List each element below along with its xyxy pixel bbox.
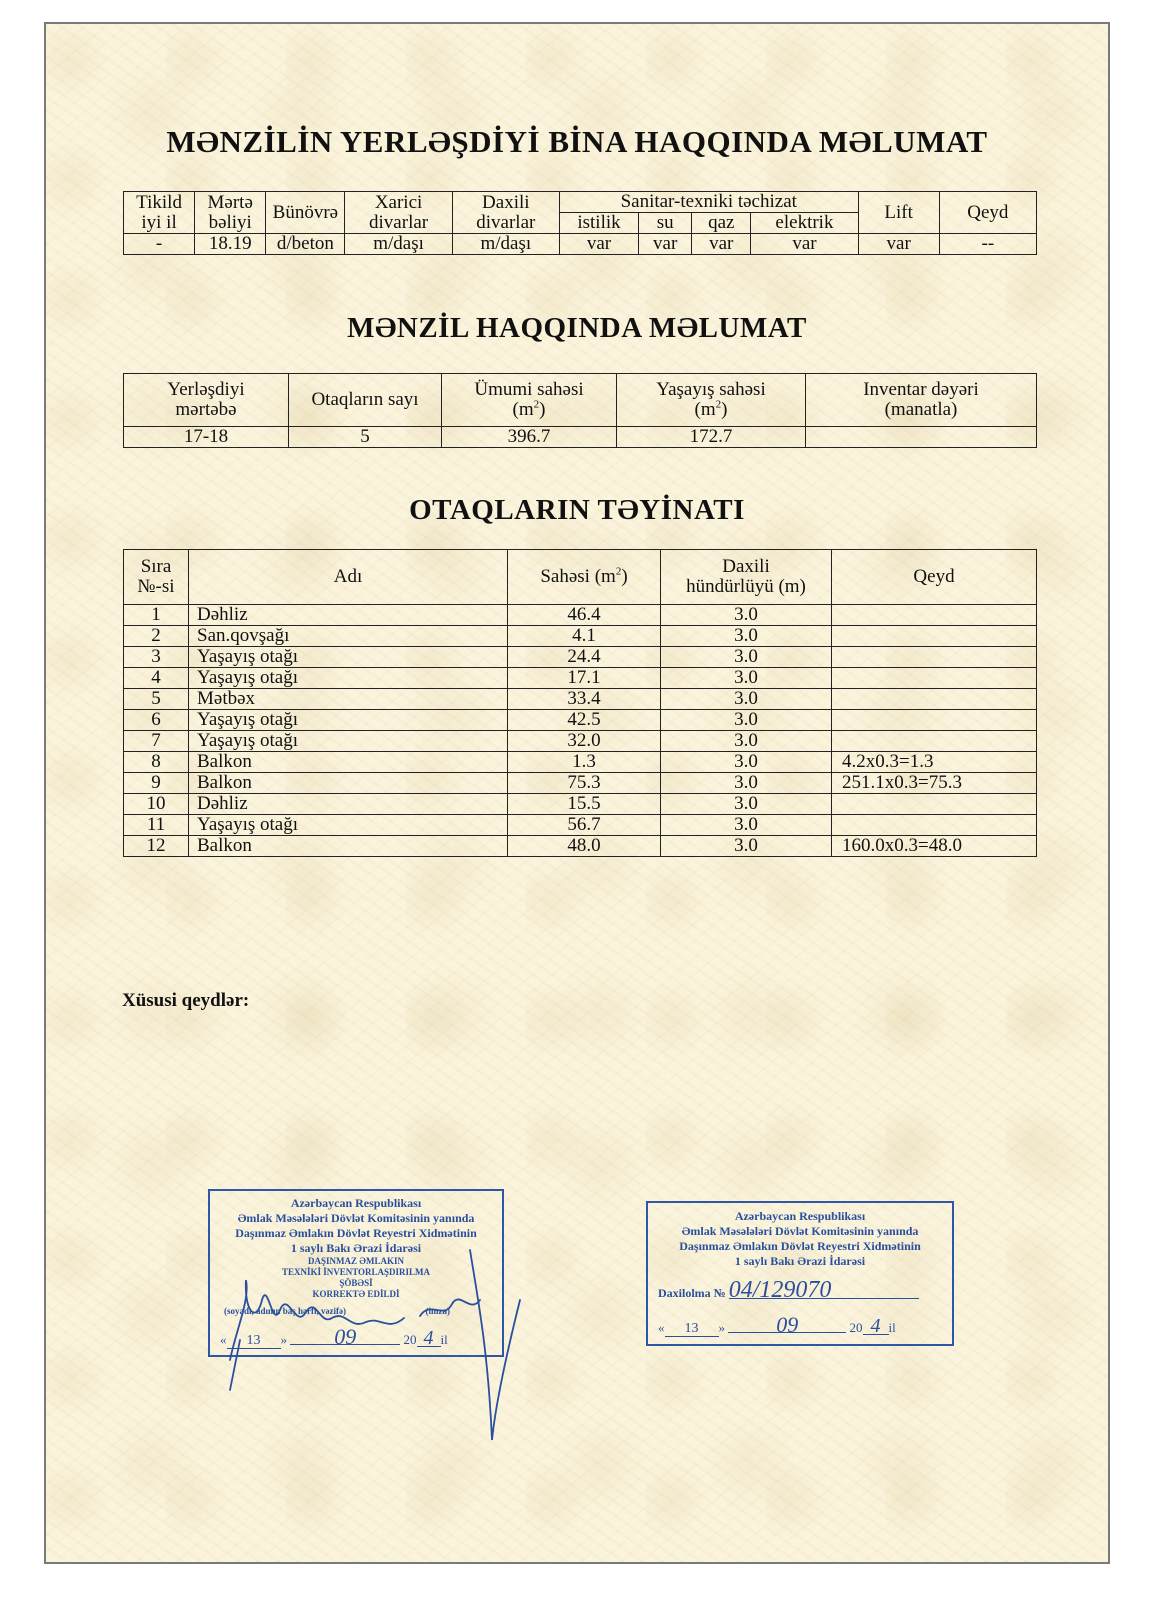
cell-name: San.qovşağı [189, 626, 508, 647]
stamp-left-line10: (imza) [425, 1306, 450, 1316]
stamp-left-month: 09 [290, 1329, 400, 1345]
stamp-left-line2: Əmlak Məsələləri Dövlət Komitəsinin yanında [237, 1211, 475, 1225]
cell-height: 3.0 [661, 794, 832, 815]
h-inventar: Inventar dəyəri [863, 379, 979, 400]
cell-daxili: m/daşı [452, 234, 559, 255]
cell-note [832, 815, 1037, 836]
cell-no: 2 [124, 626, 189, 647]
h-bunovre: Bünövrə [266, 192, 345, 234]
rooms-title: OTAQLARIN TƏYİNATI [409, 494, 745, 526]
cell-height: 3.0 [661, 731, 832, 752]
cell-xarici: m/daşı [345, 234, 452, 255]
building-info-table [123, 191, 1037, 255]
stamp-left: Azərbaycan Respublikası Əmlak Məsələləri Dövlət Komitəsinin yanında Daşınmaz Əmlakın Dövlət Reyestri Xidmətinin 1 saylı Bakı Ərazi İdarəsi DAŞINMAZ ƏMLAKIN TEXNİKİ İNVENTORLAŞDIRILMA ŞÖBƏSİ KORREKTƏ EDİLDİ (soyadı, adının baş hərfi, vəzifə) (imza) « 13 » 09 20 4 il [208, 1189, 504, 1357]
h-xarici-2: divarlar [369, 211, 429, 233]
cell-otaqlar: 5 [289, 427, 442, 448]
cell-height: 3.0 [661, 668, 832, 689]
cell-height: 3.0 [661, 752, 832, 773]
h-umumi-unit: m [518, 399, 534, 420]
h-yasayis: Yaşayış sahəsi [656, 379, 766, 400]
cell-area: 17.1 [508, 668, 661, 689]
special-notes-label: Xüsusi qeydlər: [122, 990, 250, 1011]
h-tikildiyi-2: iyi il [141, 211, 177, 233]
stamp-right-line3: Daşınmaz Əmlakın Dövlət Reyestri Xidmətinin [679, 1239, 921, 1253]
table-row [124, 605, 1037, 626]
document-sheet [44, 22, 1110, 1564]
stamp-right-month: 09 [728, 1317, 846, 1333]
cell-elektrik: var [751, 234, 858, 255]
stamp-left-line8: KORREKTƏ EDİLDİ [312, 1289, 400, 1299]
table-row [124, 752, 1037, 773]
stamp-left-suffix: il [440, 1332, 448, 1347]
cell-area: 46.4 [508, 605, 661, 626]
cell-note [832, 626, 1037, 647]
cell-height: 3.0 [661, 773, 832, 794]
cell-yerlesdiyi: 17-18 [124, 427, 289, 448]
h-daxili: Daxili [482, 191, 530, 213]
cell-no: 8 [124, 752, 189, 773]
stamp-left-line3: Daşınmaz Əmlakın Dövlət Reyestri Xidmətinin [235, 1226, 477, 1240]
table-row [124, 836, 1037, 857]
table-row [124, 668, 1037, 689]
cell-height: 3.0 [661, 710, 832, 731]
cell-note [832, 647, 1037, 668]
stamp-left-line9: (soyadı, adının baş hərfi, vəzifə) [224, 1306, 347, 1316]
cell-area: 15.5 [508, 794, 661, 815]
cell-area: 33.4 [508, 689, 661, 710]
cell-height: 3.0 [661, 815, 832, 836]
stamp-right-day: 13 [665, 1321, 719, 1337]
cell-name: Yaşayış otağı [189, 668, 508, 689]
stamp-right-reg-label: Daxilolma № [658, 1286, 726, 1300]
cell-no: 7 [124, 731, 189, 752]
cell-height: 3.0 [661, 689, 832, 710]
cell-no: 11 [124, 815, 189, 836]
cell-note [832, 668, 1037, 689]
stamp-left-line5: DAŞINMAZ ƏMLAKIN [308, 1256, 404, 1266]
stamp-right-line1: Azərbaycan Respublikası [734, 1209, 866, 1223]
cell-area: 24.4 [508, 647, 661, 668]
cell-name: Dəhliz [189, 605, 508, 626]
cell-note: 160.0x0.3=48.0 [832, 836, 1037, 857]
cell-istilik: var [559, 234, 638, 255]
table-row [124, 710, 1037, 731]
table-row [124, 647, 1037, 668]
cell-note [832, 794, 1037, 815]
cell-lift: var [858, 234, 939, 255]
table-row [124, 626, 1037, 647]
h-su: su [639, 213, 692, 234]
stamp-right: Azərbaycan Respublikası Əmlak Məsələləri Dövlət Komitəsinin yanında Daşınmaz Əmlakın Dövlət Reyestri Xidmətinin 1 saylı Bakı Ərazi İdarəsi Daxilolma № 04/129070 « 13 » 09 20 4 il [646, 1201, 954, 1346]
cell-name: Balkon [189, 836, 508, 857]
h-lift: Lift [858, 192, 939, 234]
stamp-right-suffix: il [888, 1320, 896, 1335]
stamp-left-line6: TEXNİKİ İNVENTORLAŞDIRILMA [281, 1267, 431, 1277]
h-sira-2: №-si [137, 576, 175, 597]
building-info-title: MƏNZİLİN YERLƏŞDİYİ BİNA HAQQINDA MƏLUMAT [166, 124, 988, 159]
cell-no: 9 [124, 773, 189, 794]
cell-note [832, 605, 1037, 626]
h-yasayis-unit: m [700, 399, 716, 420]
h-qaz: qaz [692, 213, 751, 234]
h-inventar-2: (manatla) [884, 399, 958, 420]
stamp-left-day: 13 [227, 1333, 281, 1349]
table-row [124, 773, 1037, 794]
h-hundurluyu: Daxili [722, 556, 770, 577]
rooms-table: Sıra №-si Adı Sahəsi $(m^2)$ Daxili hündürlüyü (m) Qeyd 1 Dəhliz 46.4 3.0 2 San.qovşağı 4.1 3.0 3 Yaşayış otağı 24.4 3.0 4 Yaşayış otağı 17.1 3.0 5 Mətbəx 33.4 3.0 6 Yaşayış otağı 42.5 3.0 7 Yaşayış otağı 32.0 3.0 8 Balkon 1.3 3.0 4.2x0.3=1.3 9 Balkon 75.3 3.0 251.1x0.3=75.3 10 Dəhliz 15.5 3.0 11 Yaşayış otağı 56.7 3.0 12 Balkon 48.0 3.0 160.0x0.3=48.0 [123, 549, 1037, 857]
h-hundurluyu-2: hündürlüyü (m) [686, 576, 806, 597]
cell-name: Yaşayış otağı [189, 710, 508, 731]
apartment-info-table: Yerləşdiyi mərtəbə Otaqların sayı Ümumi sahəsi $(m^2)$ Yaşayış sahəsi $(m^2)$ Inventar dəyəri (manatla) 17-18 5 396.7 172.7 [123, 373, 1037, 448]
h-sanitar: Sanitar-texniki təchizat [559, 192, 858, 213]
table-row [124, 689, 1037, 710]
stamp-right-line4: 1 saylı Bakı Ərazi İdarəsi [734, 1254, 866, 1268]
h-qeyd: Qeyd [939, 192, 1036, 234]
table-row [124, 815, 1037, 836]
h-otaqlar: Otaqların sayı [289, 374, 442, 427]
cell-su: var [639, 234, 692, 255]
rooms-body [124, 605, 1037, 857]
cell-umumi: 396.7 [442, 427, 617, 448]
h-istilik: istilik [559, 213, 638, 234]
cell-note [832, 731, 1037, 752]
stamp-left-line4: 1 saylı Bakı Ərazi İdarəsi [290, 1241, 422, 1255]
h-elektrik: elektrik [751, 213, 858, 234]
cell-area: 56.7 [508, 815, 661, 836]
stamp-left-line1: Azərbaycan Respublikası [290, 1196, 422, 1210]
cell-no: 3 [124, 647, 189, 668]
h-umumi: Ümumi sahəsi [474, 379, 584, 400]
cell-area: 1.3 [508, 752, 661, 773]
table-row [124, 731, 1037, 752]
apartment-info-title: MƏNZİL HAQQINDA MƏLUMAT [347, 312, 807, 344]
cell-tikildiyi: - [124, 234, 195, 255]
cell-mertebeliyi: 18.19 [195, 234, 266, 255]
h-sahesi: Sahəsi (m [540, 566, 616, 587]
h-tikildiyi: Tikild [136, 191, 182, 213]
cell-area: 42.5 [508, 710, 661, 731]
cell-name: Yaşayış otağı [189, 815, 508, 836]
cell-qeyd: -- [939, 234, 1036, 255]
h-adi: Adı [189, 550, 508, 605]
cell-note: 4.2x0.3=1.3 [832, 752, 1037, 773]
cell-bunovre: d/beton [266, 234, 345, 255]
cell-no: 4 [124, 668, 189, 689]
table-row [124, 234, 1037, 255]
cell-name: Mətbəx [189, 689, 508, 710]
cell-yasayis: 172.7 [617, 427, 806, 448]
cell-inventar [806, 427, 1037, 448]
h-xarici: Xarici [374, 191, 423, 213]
cell-no: 1 [124, 605, 189, 626]
cell-note [832, 689, 1037, 710]
cell-area: 4.1 [508, 626, 661, 647]
h-daxili-2: divarlar [476, 211, 536, 233]
cell-height: 3.0 [661, 647, 832, 668]
cell-note [832, 710, 1037, 731]
stamp-left-line7: ŞÖBƏSİ [339, 1278, 373, 1288]
cell-note: 251.1x0.3=75.3 [832, 773, 1037, 794]
h-mertebeliyi-2: bəliyi [208, 211, 252, 233]
cell-area: 48.0 [508, 836, 661, 857]
cell-height: 3.0 [661, 626, 832, 647]
cell-name: Yaşayış otağı [189, 731, 508, 752]
table-row [124, 427, 1037, 448]
stamp-right-line2: Əmlak Məsələləri Dövlət Komitəsinin yanında [681, 1224, 919, 1238]
stamp-left-year: 4 [417, 1331, 441, 1347]
cell-area: 75.3 [508, 773, 661, 794]
stamp-right-reg-number: 04/129070 [729, 1283, 919, 1299]
cell-no: 6 [124, 710, 189, 731]
h-mertebeliyi: Mərtə [207, 191, 253, 213]
stamp-left-year-prefix: 20 [403, 1332, 417, 1347]
cell-height: 3.0 [661, 605, 832, 626]
cell-area: 32.0 [508, 731, 661, 752]
cell-name: Balkon [189, 773, 508, 794]
cell-no: 10 [124, 794, 189, 815]
h-qeyd-rooms: Qeyd [832, 550, 1037, 605]
stamp-right-year-prefix: 20 [849, 1320, 863, 1335]
cell-name: Dəhliz [189, 794, 508, 815]
stamp-right-year: 4 [863, 1319, 889, 1335]
h-yerlesdiyi: Yerləşdiyi [167, 379, 245, 400]
cell-no: 5 [124, 689, 189, 710]
table-row [124, 794, 1037, 815]
h-sira: Sıra [140, 556, 172, 577]
cell-name: Balkon [189, 752, 508, 773]
cell-height: 3.0 [661, 836, 832, 857]
cell-name: Yaşayış otağı [189, 647, 508, 668]
cell-no: 12 [124, 836, 189, 857]
h-yerlesdiyi-2: mərtəbə [175, 399, 237, 420]
cell-qaz: var [692, 234, 751, 255]
